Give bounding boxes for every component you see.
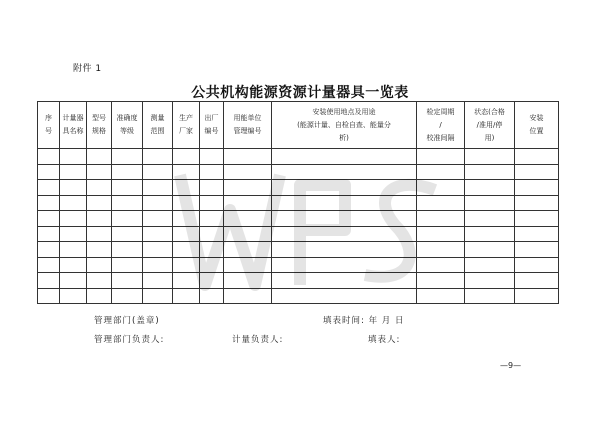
table-cell[interactable] — [272, 226, 417, 242]
table-cell[interactable] — [38, 149, 60, 165]
table-cell[interactable] — [173, 273, 200, 289]
table-cell[interactable] — [173, 180, 200, 196]
management-department-seal: 管理部门(盖章) — [94, 316, 160, 326]
column-header: 序 号 — [38, 102, 60, 149]
metering-responsible-label: 计量负责人: — [232, 335, 284, 345]
table-cell[interactable] — [60, 180, 87, 196]
table-cell[interactable] — [60, 242, 87, 258]
table-cell[interactable] — [224, 288, 272, 304]
table-cell[interactable] — [515, 211, 559, 227]
table-cell[interactable] — [60, 211, 87, 227]
table-cell[interactable] — [112, 195, 143, 211]
table-cell[interactable] — [465, 164, 515, 180]
table-cell[interactable] — [224, 149, 272, 165]
table-cell[interactable] — [200, 164, 224, 180]
table-cell[interactable] — [200, 226, 224, 242]
table-cell[interactable] — [224, 180, 272, 196]
table-cell[interactable] — [87, 211, 112, 227]
table-cell[interactable] — [200, 242, 224, 258]
table-row — [38, 164, 559, 180]
table-cell[interactable] — [515, 273, 559, 289]
table-cell[interactable] — [60, 164, 87, 180]
column-header: 安装使用地点及用途 (能源计量、自检自查、能量分 析) — [272, 102, 417, 149]
table-cell[interactable] — [87, 149, 112, 165]
table-cell[interactable] — [417, 180, 465, 196]
table-cell[interactable] — [417, 257, 465, 273]
table-cell[interactable] — [38, 226, 60, 242]
table-cell[interactable] — [173, 257, 200, 273]
table-cell[interactable] — [272, 149, 417, 165]
table-cell[interactable] — [38, 257, 60, 273]
table-cell[interactable] — [272, 273, 417, 289]
column-header: 测量 范围 — [143, 102, 173, 149]
table-cell[interactable] — [143, 164, 173, 180]
table-cell[interactable] — [515, 164, 559, 180]
table-cell[interactable] — [200, 273, 224, 289]
table-cell[interactable] — [173, 288, 200, 304]
attachment-label: 附件 1 — [73, 64, 102, 74]
table-cell[interactable] — [200, 288, 224, 304]
table-cell[interactable] — [173, 211, 200, 227]
table-cell[interactable] — [87, 273, 112, 289]
table-cell[interactable] — [173, 149, 200, 165]
table-cell[interactable] — [143, 195, 173, 211]
table-row — [38, 226, 559, 242]
table-cell[interactable] — [515, 195, 559, 211]
table-cell[interactable] — [87, 164, 112, 180]
table-cell[interactable] — [465, 273, 515, 289]
column-header: 型号 规格 — [87, 102, 112, 149]
table-cell[interactable] — [515, 226, 559, 242]
table-cell[interactable] — [173, 242, 200, 258]
table-cell[interactable] — [173, 195, 200, 211]
table-cell[interactable] — [417, 226, 465, 242]
column-header: 用能单位 管理编号 — [224, 102, 272, 149]
column-header: 出厂 编号 — [200, 102, 224, 149]
table-cell[interactable] — [38, 180, 60, 196]
table-cell[interactable] — [465, 242, 515, 258]
table-cell[interactable] — [272, 164, 417, 180]
table-header-row — [38, 102, 559, 149]
table-cell[interactable] — [143, 211, 173, 227]
table-cell[interactable] — [272, 211, 417, 227]
column-header: 检定周期 / 校准间隔 — [417, 102, 465, 149]
table-cell[interactable] — [515, 180, 559, 196]
table-cell[interactable] — [143, 242, 173, 258]
table-cell[interactable] — [87, 226, 112, 242]
table-cell[interactable] — [38, 195, 60, 211]
table-cell[interactable] — [417, 164, 465, 180]
table-cell[interactable] — [465, 211, 515, 227]
form-filler-label: 填表人: — [368, 335, 401, 345]
table-cell[interactable] — [143, 257, 173, 273]
document-title: 公共机构能源资源计量器具一览表 — [191, 85, 409, 101]
table-cell[interactable] — [224, 273, 272, 289]
table-row — [38, 288, 559, 304]
column-header: 生产 厂家 — [173, 102, 200, 149]
table-cell[interactable] — [200, 257, 224, 273]
table-cell[interactable] — [87, 288, 112, 304]
table-cell[interactable] — [112, 288, 143, 304]
table-row — [38, 273, 559, 289]
table-cell[interactable] — [38, 242, 60, 258]
table-cell[interactable] — [38, 211, 60, 227]
table-cell[interactable] — [465, 195, 515, 211]
table-cell[interactable] — [60, 149, 87, 165]
table-cell[interactable] — [143, 288, 173, 304]
table-cell[interactable] — [112, 242, 143, 258]
table-cell[interactable] — [417, 195, 465, 211]
table-cell[interactable] — [515, 257, 559, 273]
table-cell[interactable] — [272, 257, 417, 273]
table-cell[interactable] — [515, 288, 559, 304]
table-cell[interactable] — [200, 180, 224, 196]
table-cell[interactable] — [465, 288, 515, 304]
table-cell[interactable] — [200, 149, 224, 165]
table-cell[interactable] — [173, 164, 200, 180]
column-header: 计量器 具名称 — [60, 102, 87, 149]
table-cell[interactable] — [465, 180, 515, 196]
table-cell[interactable] — [224, 211, 272, 227]
column-header: 准确度 等级 — [112, 102, 143, 149]
table-cell[interactable] — [112, 273, 143, 289]
table-cell[interactable] — [224, 164, 272, 180]
table-cell[interactable] — [112, 149, 143, 165]
table-cell[interactable] — [200, 195, 224, 211]
table-row — [38, 180, 559, 196]
table-cell[interactable] — [143, 226, 173, 242]
table-cell[interactable] — [417, 288, 465, 304]
table-cell[interactable] — [38, 164, 60, 180]
table-cell[interactable] — [515, 242, 559, 258]
fill-date: 填表时间: 年 月 日 — [323, 316, 405, 326]
table-cell[interactable] — [87, 180, 112, 196]
table-cell[interactable] — [417, 273, 465, 289]
table-cell[interactable] — [87, 195, 112, 211]
table-cell[interactable] — [272, 288, 417, 304]
department-responsible-label: 管理部门负责人: — [94, 335, 165, 345]
table-cell[interactable] — [112, 257, 143, 273]
table-cell[interactable] — [112, 226, 143, 242]
table-cell[interactable] — [60, 257, 87, 273]
table-cell[interactable] — [417, 211, 465, 227]
metering-instrument-table — [37, 101, 559, 304]
table-cell[interactable] — [60, 273, 87, 289]
table-cell[interactable] — [87, 257, 112, 273]
table-cell[interactable] — [87, 242, 112, 258]
table-cell[interactable] — [60, 288, 87, 304]
table-row — [38, 211, 559, 227]
table-cell[interactable] — [465, 149, 515, 165]
table-row — [38, 149, 559, 165]
table-cell[interactable] — [417, 242, 465, 258]
table-cell[interactable] — [224, 242, 272, 258]
table-cell[interactable] — [143, 180, 173, 196]
table-cell[interactable] — [417, 149, 465, 165]
table-cell[interactable] — [515, 149, 559, 165]
table-cell[interactable] — [200, 211, 224, 227]
column-header: 安装 位置 — [515, 102, 559, 149]
table-cell[interactable] — [272, 242, 417, 258]
table-cell[interactable] — [60, 195, 87, 211]
table-cell[interactable] — [112, 211, 143, 227]
table-cell[interactable] — [224, 226, 272, 242]
table-cell[interactable] — [143, 149, 173, 165]
table-cell[interactable] — [143, 273, 173, 289]
table-cell[interactable] — [465, 226, 515, 242]
table-row — [38, 257, 559, 273]
table-cell[interactable] — [272, 195, 417, 211]
table-cell[interactable] — [38, 273, 60, 289]
page-number: —9— — [500, 361, 522, 370]
table-cell[interactable] — [38, 288, 60, 304]
table-cell[interactable] — [465, 257, 515, 273]
table-row — [38, 195, 559, 211]
table-cell[interactable] — [173, 226, 200, 242]
table-row — [38, 242, 559, 258]
table-cell[interactable] — [224, 257, 272, 273]
table-cell[interactable] — [224, 195, 272, 211]
table-cell[interactable] — [112, 180, 143, 196]
table-cell[interactable] — [272, 180, 417, 196]
table-cell[interactable] — [60, 226, 87, 242]
column-header: 状态(合格 /准用/停 用) — [465, 102, 515, 149]
table-cell[interactable] — [112, 164, 143, 180]
